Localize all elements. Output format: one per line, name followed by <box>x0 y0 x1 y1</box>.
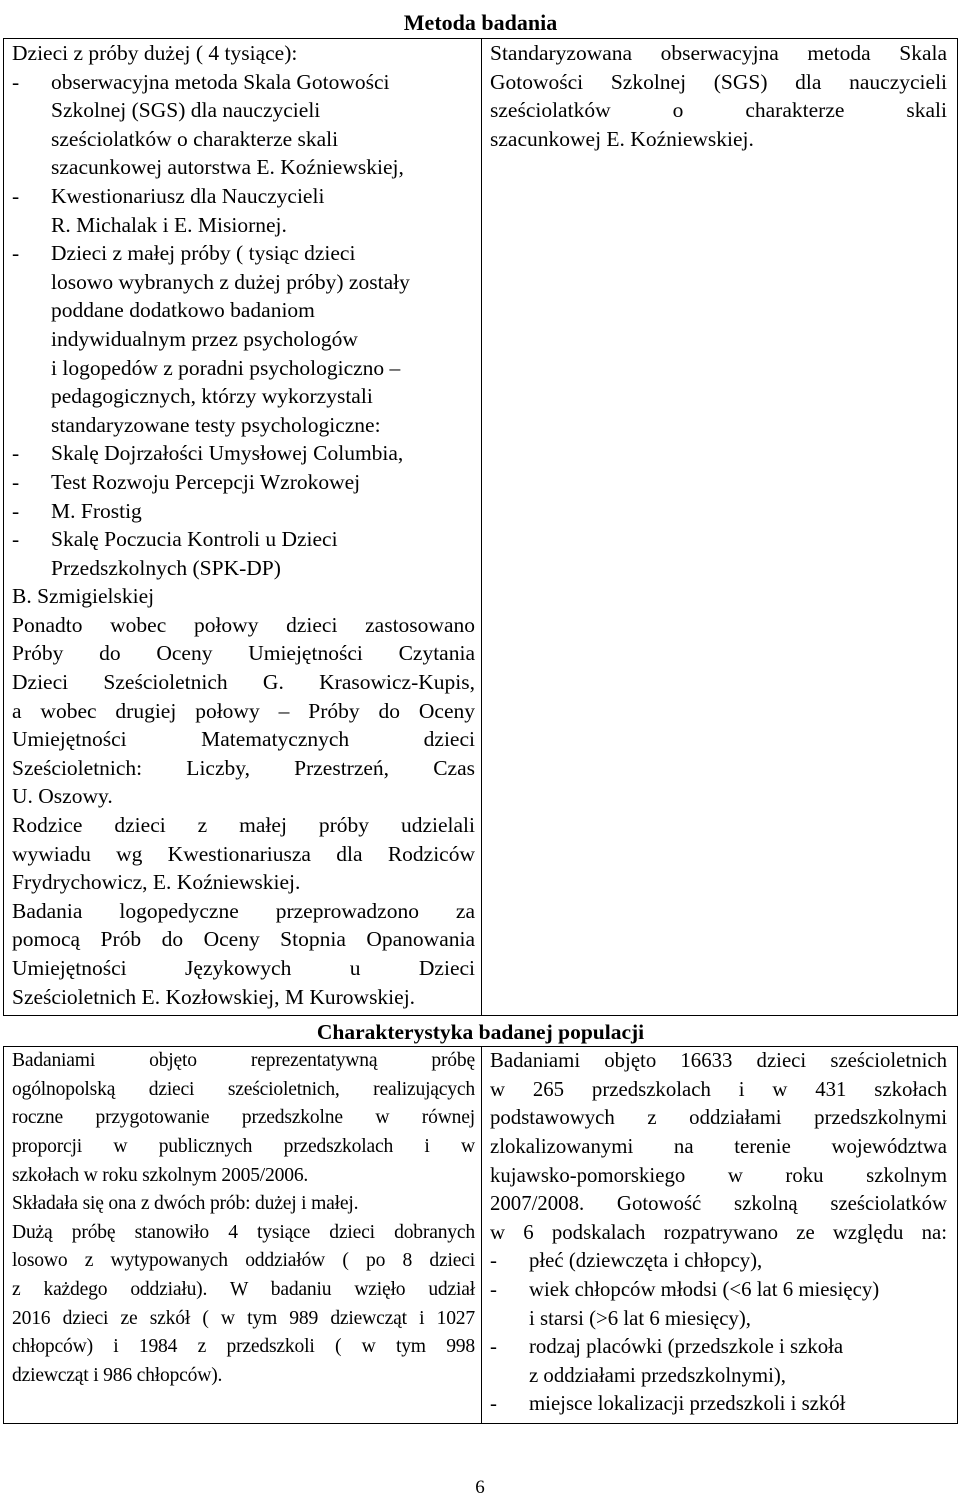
list-item-line <box>12 497 475 526</box>
paragraph-line: Sześcioletnich: Liczby, Przestrzeń, Czas <box>12 755 475 780</box>
list-item-text: standaryzowane testy psychologiczne: <box>51 412 381 437</box>
paragraph-line: a wobec drugiej połowy – Próby do Oceny <box>12 698 475 723</box>
list-item-text: z oddziałami przedszkolnymi), <box>529 1363 786 1387</box>
list-item <box>12 468 475 497</box>
dash-bullet: - <box>12 527 20 552</box>
paragraph-line: szacunkowej E. Koźniewskiej. <box>490 126 754 151</box>
dash-bullet: - <box>490 1249 497 1273</box>
list-item-text: M. Frostig <box>51 498 142 523</box>
list-item-text: Dzieci z małej próby ( tysiąc dzieci <box>51 241 356 266</box>
paragraph-line: Ponadto wobec połowy dzieci zastosowano <box>12 612 475 637</box>
list-item-line <box>51 96 475 125</box>
list-item-line <box>12 239 475 268</box>
list-item-line <box>12 525 475 554</box>
list-item-text: i logopedów z poradni psychologiczno – <box>51 355 401 380</box>
list-item <box>12 439 475 468</box>
dash-bullet: - <box>12 241 20 266</box>
paragraph-line: Umiejętności Matematycznych dzieci <box>12 727 475 752</box>
list-item-text: Kwestionariusz dla Nauczycieli <box>51 183 325 208</box>
population-title: Charakterystyka badanej populacji <box>316 1020 645 1045</box>
list-item-text: miejsce lokalizacji przedszkoli i szkół <box>529 1392 846 1416</box>
list-item-text: rodzaj placówki (przedszkole i szkoła <box>529 1335 844 1359</box>
list-item <box>12 68 475 182</box>
list-item-text: wiek chłopców młodsi (<6 lat 6 miesięcy) <box>529 1277 880 1301</box>
paragraph-line: U. Oszowy. <box>12 784 113 809</box>
list-item-text: losowo wybranych z dużej próby) zostały <box>51 269 410 294</box>
list-item-line <box>51 411 475 440</box>
paragraph-line: w 265 przedszkolach i w 431 szkołach <box>490 1077 948 1101</box>
list-item-text: Skalę Poczucia Kontroli u Dzieci <box>51 527 338 552</box>
list-item-text: Szkolnej (SGS) dla nauczycieli <box>51 98 321 123</box>
paragraph-line: Dużą próbę stanowiło 4 tysiące dzieci dobranych <box>12 1221 475 1243</box>
paragraph-line: roczne przygotowanie przedszkolne w równej <box>12 1107 475 1129</box>
list-item-line <box>12 182 475 211</box>
list-item-text: sześciolatków o charakterze skali <box>51 126 339 151</box>
paragraph-line: zlokalizowanymi na terenie województwa <box>490 1134 948 1158</box>
list-item-text: B. Szmigielskiej <box>12 584 155 609</box>
paragraph-parents-interview <box>12 811 475 897</box>
paragraph-line: proporcji w publicznych przedszkolach i w <box>12 1135 475 1157</box>
list-item-text: indywidualnym przez psychologów <box>51 326 358 351</box>
list-item <box>12 182 475 239</box>
list-item-line <box>51 211 475 240</box>
paragraph-line: ogólnopolską dzieci sześcioletnich, realizujących <box>12 1078 475 1100</box>
method-right-cell <box>482 39 958 1016</box>
population-right-cell <box>482 1047 958 1424</box>
method-title: Metoda badania <box>403 10 558 35</box>
list-item-line <box>51 325 475 354</box>
list-item-line <box>490 1390 947 1419</box>
population-left-cell <box>4 1047 482 1424</box>
list-item-line <box>12 468 475 497</box>
paragraph-line: Sześcioletnich E. Kozłowskiej, M Kurowskiej. <box>12 984 416 1009</box>
paragraph-line: podstawowych z oddziałami przedszkolnymi <box>490 1106 948 1130</box>
list-item <box>12 525 475 611</box>
list-item-line <box>490 1276 947 1305</box>
paragraph-reading-math-tests <box>12 611 475 811</box>
list-item-text: pedagogicznych, którzy wykorzystali <box>51 384 373 409</box>
list-item-text: poddane dodatkowo badaniom <box>51 298 315 323</box>
paragraph-line: Gotowości Szkolnej (SGS) dla nauczycieli <box>490 69 948 94</box>
list-item <box>490 1276 947 1333</box>
dash-bullet: - <box>12 469 20 494</box>
list-item-line <box>51 125 475 154</box>
list-item-text: Test Rozwoju Percepcji Wzrokowej <box>51 469 361 494</box>
dash-bullet: - <box>12 441 20 466</box>
dash-bullet: - <box>12 498 20 523</box>
method-left-cell <box>4 39 482 1016</box>
research-table <box>3 8 958 1424</box>
list-item <box>12 239 475 439</box>
paragraph-line: Frydrychowicz, E. Koźniewskiej. <box>12 870 301 895</box>
list-item-text: obserwacyjna metoda Skala Gotowości <box>51 69 390 94</box>
paragraph-line: 2016 dzieci ze szkół ( w tym 989 dziewcząt i 1027 <box>12 1307 475 1329</box>
page-number: 6 <box>475 1477 485 1498</box>
left-intro: Dzieci z próby dużej ( 4 tysiące): <box>12 41 298 65</box>
list-item-text: Przedszkolnych (SPK-DP) <box>51 555 281 580</box>
paragraph-line: w 6 podskalach rozpatrywano ze względu na: <box>490 1220 948 1244</box>
list-item-line <box>12 582 475 611</box>
list-item-line <box>51 354 475 383</box>
list-item-text: R. Michalak i E. Misiornej. <box>51 212 287 237</box>
dash-bullet: - <box>12 69 20 94</box>
list-item <box>490 1333 947 1390</box>
paragraph-line: dziewcząt i 986 chłopców). <box>12 1364 223 1386</box>
list-item-text: Skalę Dojrzałości Umysłowej Columbia, <box>51 441 404 466</box>
list-item <box>490 1390 947 1419</box>
dash-bullet: - <box>490 1335 497 1359</box>
list-item-line <box>12 68 475 97</box>
paragraph-speech-tests <box>12 897 475 1011</box>
list-item-line <box>51 153 475 182</box>
paragraph-line: szkołach w roku szkolnym 2005/2006. <box>12 1164 309 1186</box>
list-item-text: szacunkowej autorstwa E. Koźniewskiej, <box>51 155 404 180</box>
list-item-text: i starsi (>6 lat 6 miesięcy), <box>529 1306 751 1330</box>
paragraph-line: Próby do Oceny Umiejętności Czytania <box>12 641 475 666</box>
paragraph-line: Standaryzowana obserwacyjna metoda Skala <box>490 41 948 65</box>
paragraph-line: pomocą Prób do Oceny Stopnia Opanowania <box>12 927 475 952</box>
list-item-line <box>529 1362 947 1391</box>
list-item <box>12 497 475 526</box>
dash-bullet: - <box>490 1277 497 1301</box>
dash-bullet: - <box>12 183 20 208</box>
paragraph-line: kujawsko-pomorskiego w roku szkolnym <box>490 1163 948 1187</box>
list-item-line <box>490 1247 947 1276</box>
list-item-line <box>51 554 475 583</box>
list-item-text: płeć (dziewczęta i chłopcy), <box>529 1249 763 1273</box>
list-item-line <box>51 296 475 325</box>
list-item <box>490 1247 947 1276</box>
dash-bullet: - <box>490 1392 497 1416</box>
paragraph-line: chłopców) i 1984 z przedszkoli ( w tym 998 <box>12 1336 475 1358</box>
paragraph-line: Badaniami objęto reprezentatywną próbę <box>12 1050 475 1072</box>
list-item-line <box>51 382 475 411</box>
paragraph-line: Dzieci Sześcioletnich G. Krasowicz-Kupis, <box>12 670 475 695</box>
paragraph-line: wywiadu wg Kwestionariusza dla Rodziców <box>12 841 475 866</box>
list-item-line <box>12 439 475 468</box>
paragraph-line: Badania logopedyczne przeprowadzono za <box>12 898 475 923</box>
paragraph-line: losowo z wytypowanych oddziałów ( po 8 dzieci <box>12 1250 475 1272</box>
paragraph-line: Umiejętności Językowych u Dzieci <box>12 956 475 980</box>
list-item-line <box>490 1333 947 1362</box>
paragraph-line: Składała się ona z dwóch prób: dużej i małej. <box>12 1193 359 1215</box>
paragraph-line: Badaniami objęto 16633 dzieci sześcioletnich <box>490 1049 948 1073</box>
paragraph-line: z każdego oddziału). W badaniu wzięło udział <box>12 1278 475 1300</box>
paragraph-line: sześciolatków o charakterze skali <box>490 98 948 123</box>
list-item-line <box>51 268 475 297</box>
list-item-line <box>529 1305 947 1334</box>
paragraph-line: 2007/2008. Gotowość szkolną sześciolatków <box>490 1192 948 1216</box>
paragraph-line: Rodzice dzieci z małej próby udzielali <box>12 813 475 838</box>
